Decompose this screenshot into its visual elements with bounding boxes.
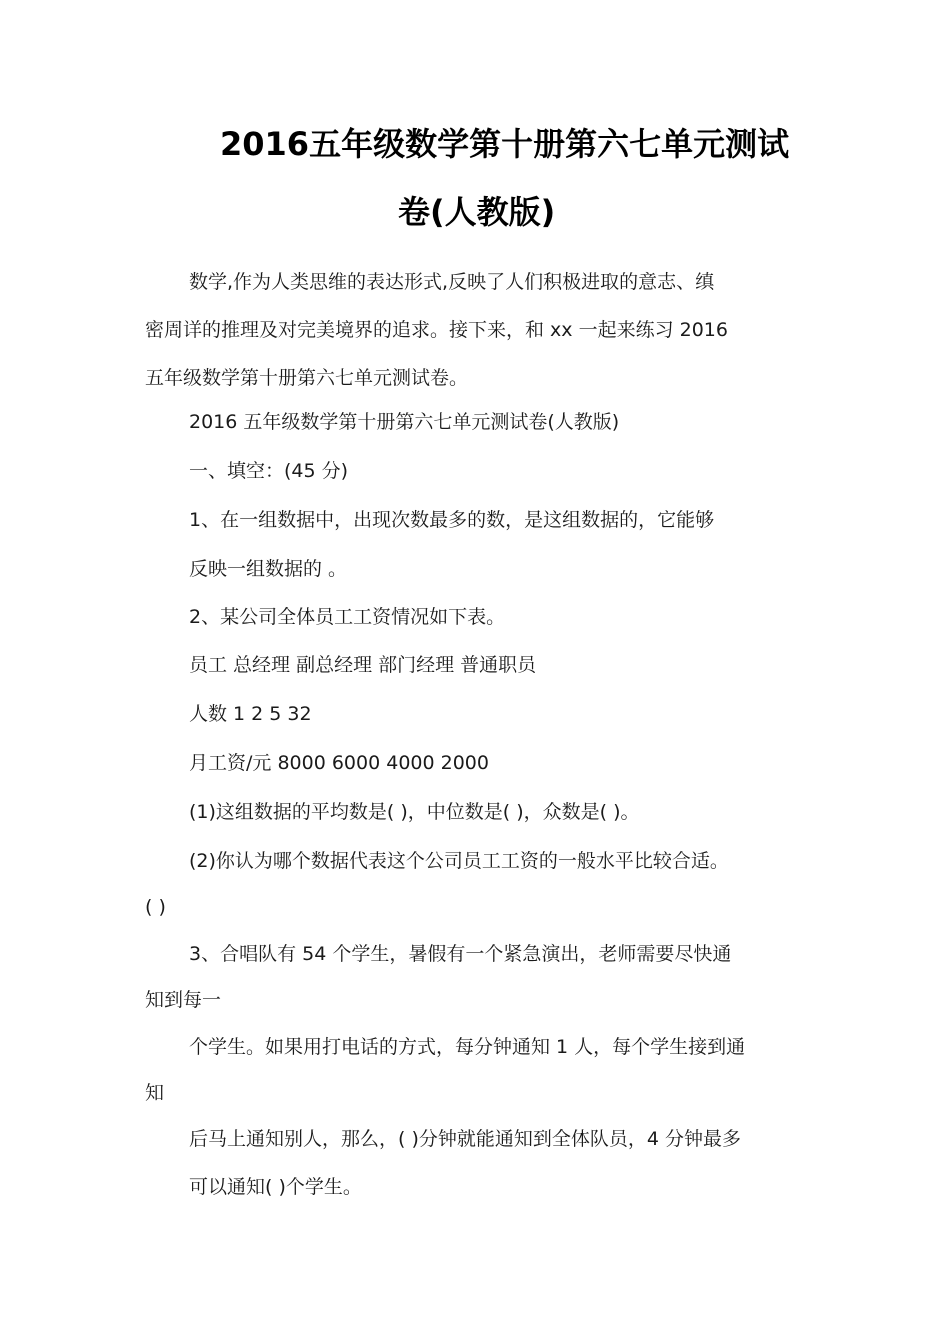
document-title-line-1: 2016五年级数学第十册第六七单元测试: [220, 125, 790, 163]
question-2-sub-2-line-2: ( ): [145, 896, 166, 918]
salary-table-row-count: 人数 1 2 5 32: [189, 703, 312, 725]
question-1-line-2: 反映一组数据的 。: [189, 558, 348, 580]
intro-line-3: 五年级数学第十册第六七单元测试卷。: [145, 367, 469, 389]
question-3-line-3: 个学生。如果用打电话的方式，每分钟通知 1 人，每个学生接到通: [189, 1036, 746, 1058]
intro-line-2: 密周详的推理及对完美境界的追求。接下来，和 xx 一起来练习 2016: [145, 319, 728, 341]
salary-table-row-wage: 月工资/元 8000 6000 4000 2000: [189, 752, 489, 774]
question-3-line-6: 可以通知( )个学生。: [189, 1176, 362, 1198]
question-1-line-1: 1、在一组数据中，出现次数最多的数，是这组数据的，它能够: [189, 509, 715, 531]
question-2-sub-2-line-1: (2)你认为哪个数据代表这个公司员工工资的一般水平比较合适。: [189, 850, 729, 872]
salary-table-row-staff: 员工 总经理 副总经理 部门经理 普通职员: [189, 654, 537, 676]
question-2-intro: 2、某公司全体员工工资情况如下表。: [189, 606, 506, 628]
question-3-line-2: 知到每一: [145, 989, 222, 1011]
subtitle: 2016 五年级数学第十册第六七单元测试卷(人教版): [189, 411, 620, 433]
question-3-line-4: 知: [145, 1082, 165, 1104]
intro-line-1: 数学,作为人类思维的表达形式,反映了人们积极进取的意志、缜: [189, 271, 715, 293]
section-heading: 一、填空：(45 分): [189, 460, 349, 482]
question-3-line-1: 3、合唱队有 54 个学生，暑假有一个紧急演出，老师需要尽快通: [189, 943, 732, 965]
question-2-sub-1: (1)这组数据的平均数是( )，中位数是( )，众数是( )。: [189, 801, 640, 823]
document-title-line-2: 卷(人教版): [398, 193, 556, 231]
question-3-line-5: 后马上通知别人，那么，( )分钟就能通知到全体队员，4 分钟最多: [189, 1128, 741, 1150]
